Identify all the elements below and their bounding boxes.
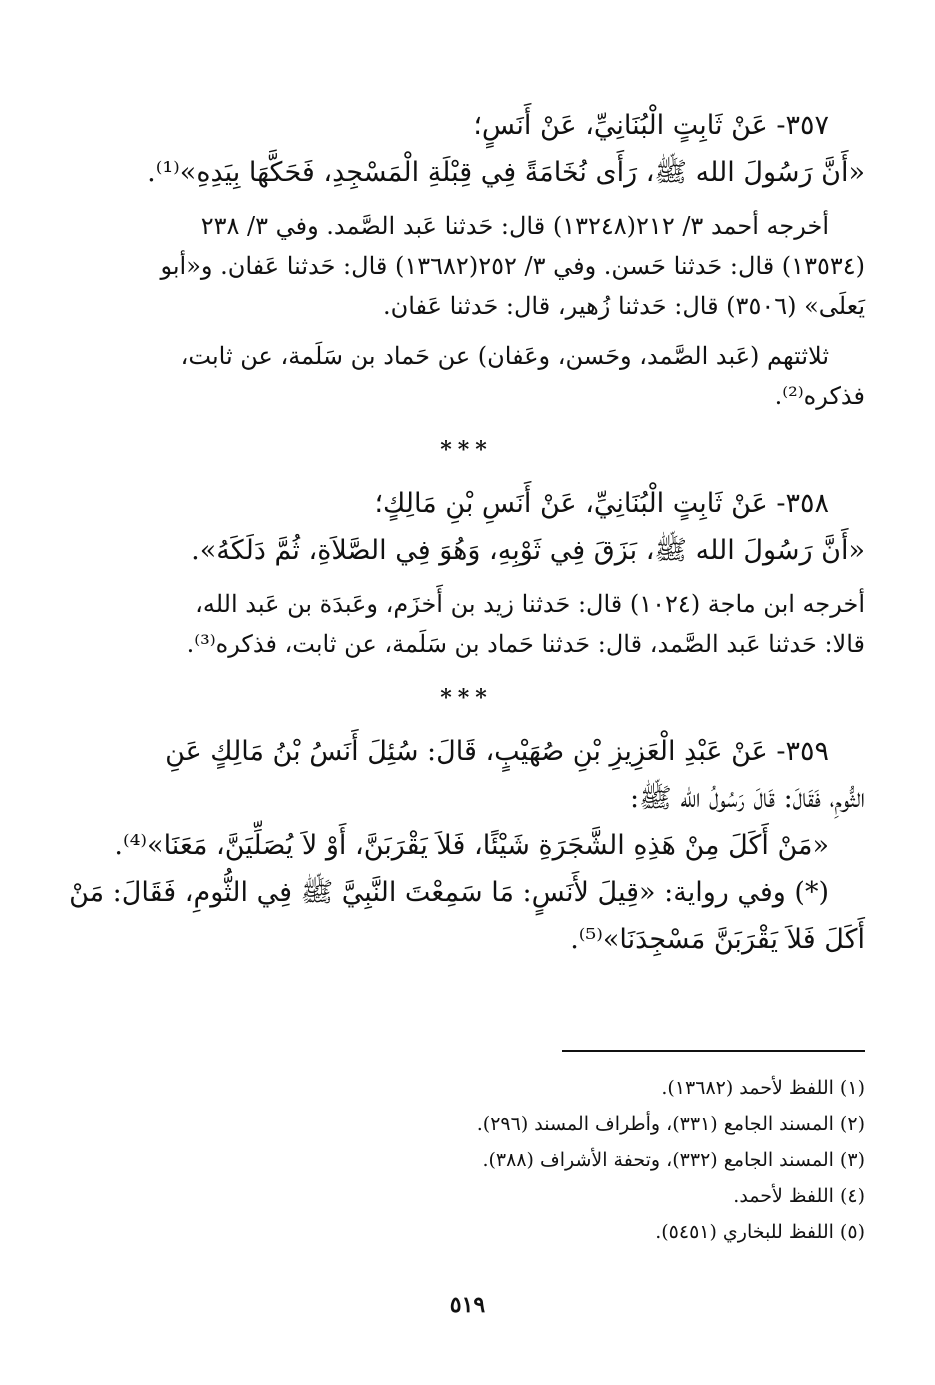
takhrij-line: أخرجه ابن ماجة (١٠٢٤) قال: حَدثنا زيد بن أَخزَم، وعَبدَة بن عَبد الله، xyxy=(195,590,865,618)
hadith-357 xyxy=(68,102,865,416)
hadith-359-riwaya: (*) وفي رواية: «قِيلَ لأَنَسٍ: مَا سَمِعْتَ النَّبِيَّ ﷺ فِي الثُّومِ، فَقَالَ: مَنْ xyxy=(69,877,829,908)
hadith-359-matn: «مَنْ أَكَلَ مِنْ هَذِهِ الشَّجَرَةِ شَيْئًا، فَلاَ يَقْرَبَنَّ، أَوْ لاَ يُصَلِّيَنَّ، مَعَنَا»⁽⁴⁾. xyxy=(114,830,829,861)
takhrij-line: أخرجه أحمد ٣/ ٢١٢(١٣٢٤٨) قال: حَدثنا عَبد الصَّمد. وفي ٣/ ٢٣٨ xyxy=(200,212,829,240)
takhrij-line: يَعلَى» (٣٥٠٦) قال: حَدثنا زُهير، قال: حَدثنا عَفان. xyxy=(382,292,865,320)
takhrij-line: فذكره⁽²⁾. xyxy=(774,382,865,410)
page-number: ٥١٩ xyxy=(449,1292,486,1318)
hadith-358-matn: «أَنَّ رَسُولَ الله ﷺ، بَزَقَ فِي ثَوْبِهِ، وَهُوَ فِي الصَّلاَةِ، ثُمَّ دَلَكَهُ». xyxy=(191,535,865,566)
footnote-divider xyxy=(562,1050,865,1052)
footnote: (٤) اللفظ لأحمد. xyxy=(733,1185,865,1207)
takhrij-line: قالا: حَدثنا عَبد الصَّمد، قال: حَدثنا حَماد بن سَلَمة، عن ثابت، فذكره⁽³⁾. xyxy=(186,630,865,658)
footnote: (٥) اللفظ للبخاري (٥٤٥١). xyxy=(655,1221,865,1243)
hadith-359-isnad-cont: الثُّومِ، فَقَالَ: قَالَ رَسُولُ الله ﷺ: xyxy=(629,783,865,814)
hadith-359-isnad: ٣٥٩- عَنْ عَبْدِ الْعَزِيزِ بْنِ صُهَيْبٍ، قَالَ: سُئِلَ أَنَسُ بْنُ مَالِكٍ عَنِ xyxy=(165,736,829,767)
hadith-359-riwaya-cont: أَكَلَ فَلاَ يَقْرَبَنَّ مَسْجِدَنَا»⁽⁵⁾. xyxy=(570,924,865,955)
footnote: (١) اللفظ لأحمد (١٣٦٨٢). xyxy=(661,1077,865,1099)
takhrij-line: (١٣٥٣٤) قال: حَدثنا حَسن. وفي ٣/ ٢٥٢(١٣٦٨٢) قال: حَدثنا عَفان. و«أبو xyxy=(160,252,865,280)
footnote: (٣) المسند الجامع (٣٣٢)، وتحفة الأشراف (٣٨٨). xyxy=(482,1149,865,1171)
footnote: (٢) المسند الجامع (٣٣١)، وأطراف المسند (٢٩٦). xyxy=(476,1113,865,1135)
hadith-358 xyxy=(68,480,865,664)
section-separator: *** xyxy=(440,437,493,463)
hadith-357-isnad: ٣٥٧- عَنْ ثَابِتٍ الْبُنَانِيِّ، عَنْ أَنَسٍ؛ xyxy=(473,110,829,141)
hadith-358-isnad: ٣٥٨- عَنْ ثَابِتٍ الْبُنَانِيِّ، عَنْ أَنَسِ بْنِ مَالِكٍ؛ xyxy=(374,488,829,519)
hadith-357-matn: «أَنَّ رَسُولَ الله ﷺ، رَأَى نُخَامَةً فِي قِبْلَةِ الْمَسْجِدِ، فَحَكَّهَا بِيَدِهِ»⁽¹⁾. xyxy=(147,157,865,188)
takhrij-line: ثلاثتهم (عَبد الصَّمد، وحَسن، وعَفان) عن حَماد بن سَلَمة، عن ثابت، xyxy=(180,342,829,370)
hadith-359 xyxy=(68,728,865,963)
page-body xyxy=(68,102,865,963)
section-separator: *** xyxy=(440,685,493,711)
footnotes xyxy=(68,1070,865,1250)
